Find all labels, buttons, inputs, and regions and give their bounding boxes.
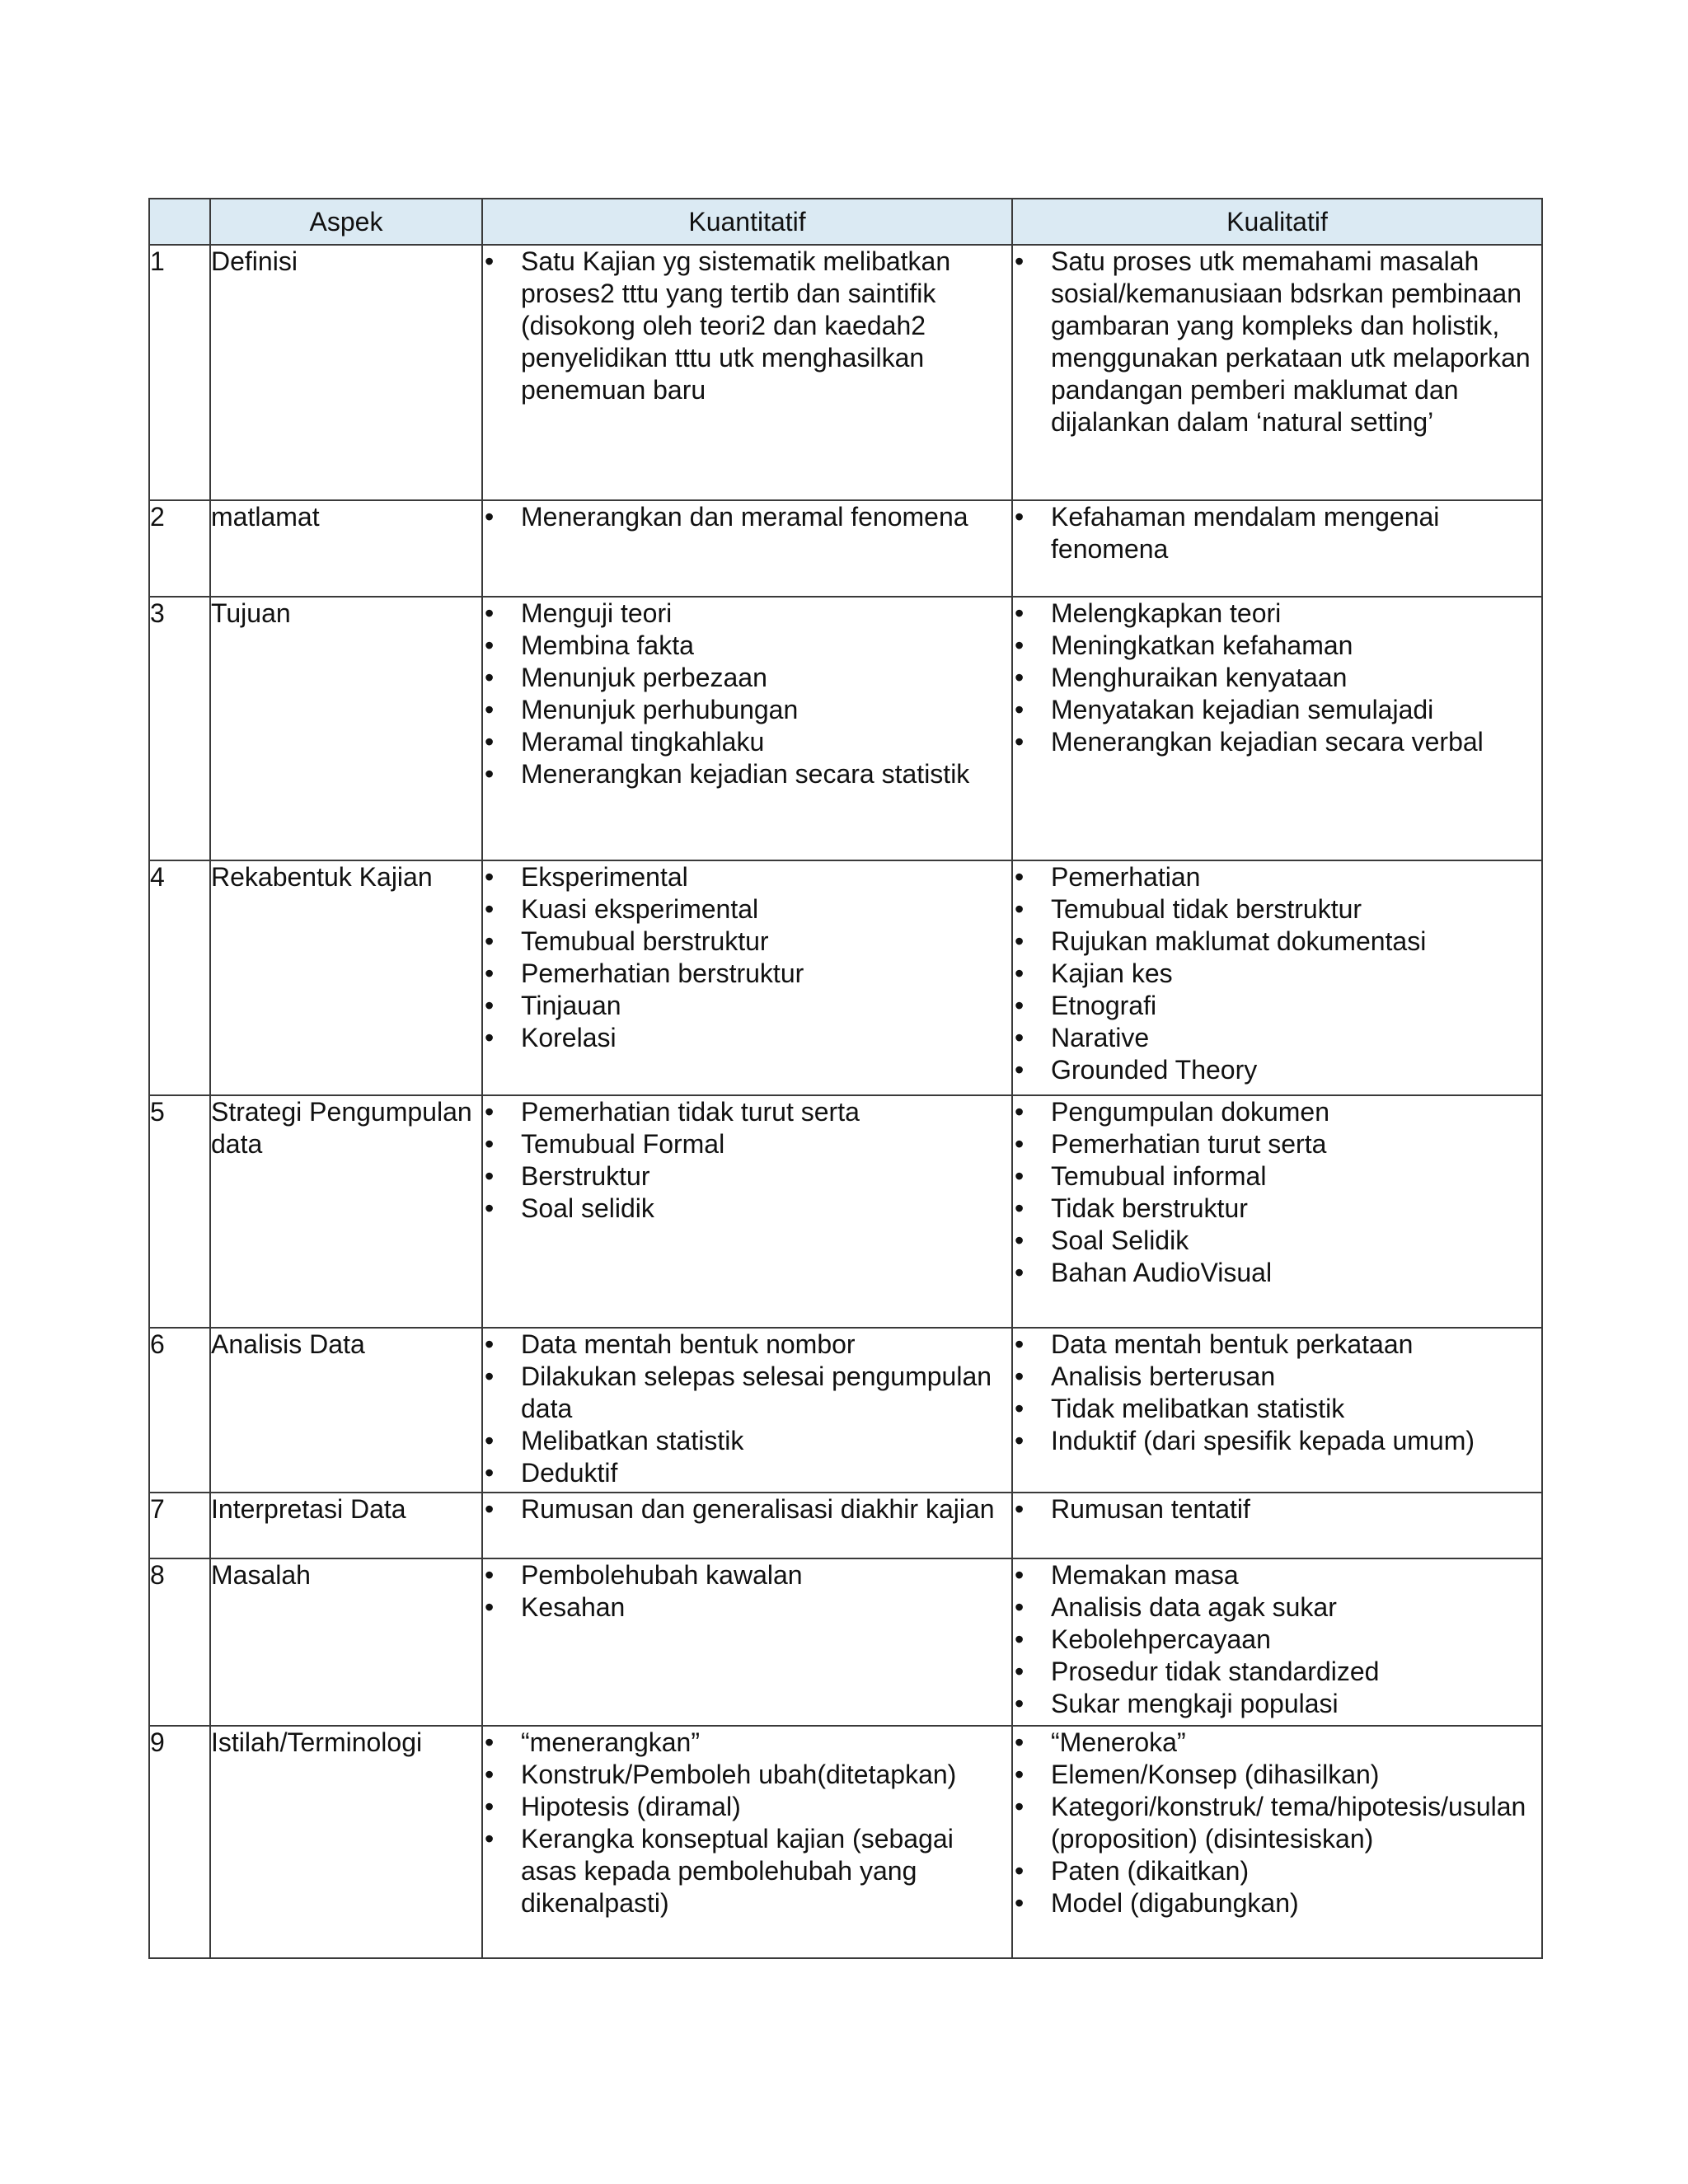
kualitatif-cell [1012,1726,1542,1958]
kualitatif-cell [1012,860,1542,1095]
list-item: • Temubual berstruktur [483,926,1011,958]
list-item: • Menerangkan kejadian secara verbal [1013,726,1541,758]
list-item: • Melibatkan statistik [483,1425,1011,1457]
aspek-cell: Strategi Pengumpulan data [210,1095,482,1328]
list-item: • Kuasi eksperimental [483,893,1011,926]
kualitatif-list [1013,861,1541,1086]
kuantitatif-cell [482,1726,1012,1958]
kualitatif-cell [1012,245,1542,500]
kualitatif-list [1013,1329,1541,1457]
list-item: • Rumusan dan generalisasi diakhir kajian [483,1493,1011,1526]
list-item: • Meramal tingkahlaku [483,726,1011,758]
list-item: • Kebolehpercayaan [1013,1624,1541,1656]
kualitatif-cell [1012,1493,1542,1558]
list-item: • Melengkapkan teori [1013,598,1541,630]
list-item: • Model (digabungkan) [1013,1887,1541,1919]
kuantitatif-cell [482,1095,1012,1328]
row-number: 7 [149,1493,210,1558]
list-item: • Pemerhatian [1013,861,1541,893]
kuantitatif-cell [482,1558,1012,1726]
kuantitatif-list [483,861,1011,1054]
list-item: • Grounded Theory [1013,1054,1541,1086]
list-item: • Etnografi [1013,990,1541,1022]
list-item: • Memakan masa [1013,1559,1541,1591]
kualitatif-list [1013,501,1541,565]
kuantitatif-list [483,1727,1011,1919]
kuantitatif-list [483,1493,1011,1526]
kualitatif-list [1013,1493,1541,1526]
list-item: • Menguji teori [483,598,1011,630]
kualitatif-list [1013,1559,1541,1720]
list-item: • Satu Kajian yg sistematik melibatkan proses2 tttu yang tertib dan saintifik (disokong oleh teori2 dan kaedah2 penyelidikan tttu utk menghasilkan penemuan baru [483,246,1011,406]
list-item: • Membina fakta [483,630,1011,662]
list-item: • Kerangka konseptual kajian (sebagai asas kepada pembolehubah yang dikenalpasti) [483,1823,1011,1919]
list-item: • Kefahaman mendalam mengenai fenomena [1013,501,1541,565]
table-row [149,500,1542,597]
header-aspek: Aspek [210,199,482,245]
list-item: • Temubual Formal [483,1128,1011,1160]
list-item: • Berstruktur [483,1160,1011,1193]
list-item: • Pemerhatian tidak turut serta [483,1096,1011,1128]
list-item: • Satu proses utk memahami masalah sosial/kemanusiaan bdsrkan pembinaan gambaran yang kompleks dan holistik, menggunakan perkataan utk melaporkan pandangan pemberi maklumat dan dijalankan dalam ‘natural setting’ [1013,246,1541,438]
list-item: • Data mentah bentuk perkataan [1013,1329,1541,1361]
kualitatif-list [1013,246,1541,438]
list-item: • Bahan AudioVisual [1013,1257,1541,1289]
list-item: • Dilakukan selepas selesai pengumpulan data [483,1361,1011,1425]
row-number: 3 [149,597,210,860]
table-row [149,245,1542,500]
header-kuantitatif: Kuantitatif [482,199,1012,245]
kualitatif-cell [1012,500,1542,597]
list-item: • Analisis berterusan [1013,1361,1541,1393]
list-item: • Kategori/konstruk/ tema/hipotesis/usulan (proposition) (disintesiskan) [1013,1791,1541,1855]
list-item: • Menerangkan kejadian secara statistik [483,758,1011,790]
row-number: 5 [149,1095,210,1328]
table-header-row [149,199,1542,245]
kuantitatif-list [483,1559,1011,1624]
list-item: • “menerangkan” [483,1727,1011,1759]
aspek-cell: Istilah/Terminologi [210,1726,482,1958]
list-item: • Hipotesis (diramal) [483,1791,1011,1823]
kuantitatif-list [483,598,1011,790]
aspek-cell: Tujuan [210,597,482,860]
list-item: • Deduktif [483,1457,1011,1489]
list-item: • Temubual tidak berstruktur [1013,893,1541,926]
kuantitatif-cell [482,1328,1012,1493]
row-number: 1 [149,245,210,500]
row-number: 4 [149,860,210,1095]
kuantitatif-cell [482,500,1012,597]
list-item: • Prosedur tidak standardized [1013,1656,1541,1688]
list-item: • Kajian kes [1013,958,1541,990]
header-number [149,199,210,245]
list-item: • Tidak berstruktur [1013,1193,1541,1225]
kuantitatif-list [483,1096,1011,1225]
list-item: • Soal Selidik [1013,1225,1541,1257]
kualitatif-cell [1012,1558,1542,1726]
list-item: • “Meneroka” [1013,1727,1541,1759]
table-body [149,245,1542,1958]
list-item: • Paten (dikaitkan) [1013,1855,1541,1887]
kualitatif-cell [1012,1328,1542,1493]
list-item: • Induktif (dari spesifik kepada umum) [1013,1425,1541,1457]
kualitatif-list [1013,1727,1541,1919]
list-item: • Sukar mengkaji populasi [1013,1688,1541,1720]
list-item: • Soal selidik [483,1193,1011,1225]
table-row [149,1493,1542,1558]
list-item: • Kesahan [483,1591,1011,1624]
list-item: • Temubual informal [1013,1160,1541,1193]
table-row [149,1095,1542,1328]
table-row [149,1558,1542,1726]
table-row [149,1328,1542,1493]
table-row [149,1726,1542,1958]
list-item: • Pengumpulan dokumen [1013,1096,1541,1128]
list-item: • Eksperimental [483,861,1011,893]
list-item: • Rujukan maklumat dokumentasi [1013,926,1541,958]
row-number: 2 [149,500,210,597]
comparison-table [148,198,1543,1959]
aspek-cell: Rekabentuk Kajian [210,860,482,1095]
list-item: • Meningkatkan kefahaman [1013,630,1541,662]
aspek-cell: Masalah [210,1558,482,1726]
table-row [149,860,1542,1095]
list-item: • Pembolehubah kawalan [483,1559,1011,1591]
list-item: • Narative [1013,1022,1541,1054]
table-row [149,597,1542,860]
list-item: • Elemen/Konsep (dihasilkan) [1013,1759,1541,1791]
row-number: 8 [149,1558,210,1726]
aspek-cell: Interpretasi Data [210,1493,482,1558]
list-item: • Menerangkan dan meramal fenomena [483,501,1011,533]
list-item: • Tidak melibatkan statistik [1013,1393,1541,1425]
list-item: • Analisis data agak sukar [1013,1591,1541,1624]
kuantitatif-cell [482,860,1012,1095]
list-item: • Pemerhatian turut serta [1013,1128,1541,1160]
list-item: • Korelasi [483,1022,1011,1054]
aspek-cell: Analisis Data [210,1328,482,1493]
list-item: • Pemerhatian berstruktur [483,958,1011,990]
aspek-cell: Definisi [210,245,482,500]
kuantitatif-cell [482,1493,1012,1558]
row-number: 6 [149,1328,210,1493]
kualitatif-cell [1012,1095,1542,1328]
list-item: • Menunjuk perhubungan [483,694,1011,726]
kuantitatif-list [483,501,1011,533]
list-item: • Menghuraikan kenyataan [1013,662,1541,694]
kualitatif-list [1013,598,1541,758]
row-number: 9 [149,1726,210,1958]
list-item: • Tinjauan [483,990,1011,1022]
list-item: • Rumusan tentatif [1013,1493,1541,1526]
kuantitatif-list [483,1329,1011,1489]
list-item: • Menyatakan kejadian semulajadi [1013,694,1541,726]
header-kualitatif: Kualitatif [1012,199,1542,245]
list-item: • Data mentah bentuk nombor [483,1329,1011,1361]
kuantitatif-cell [482,597,1012,860]
aspek-cell: matlamat [210,500,482,597]
list-item: • Menunjuk perbezaan [483,662,1011,694]
kuantitatif-list [483,246,1011,406]
kualitatif-list [1013,1096,1541,1289]
list-item: • Konstruk/Pemboleh ubah(ditetapkan) [483,1759,1011,1791]
kualitatif-cell [1012,597,1542,860]
kuantitatif-cell [482,245,1012,500]
